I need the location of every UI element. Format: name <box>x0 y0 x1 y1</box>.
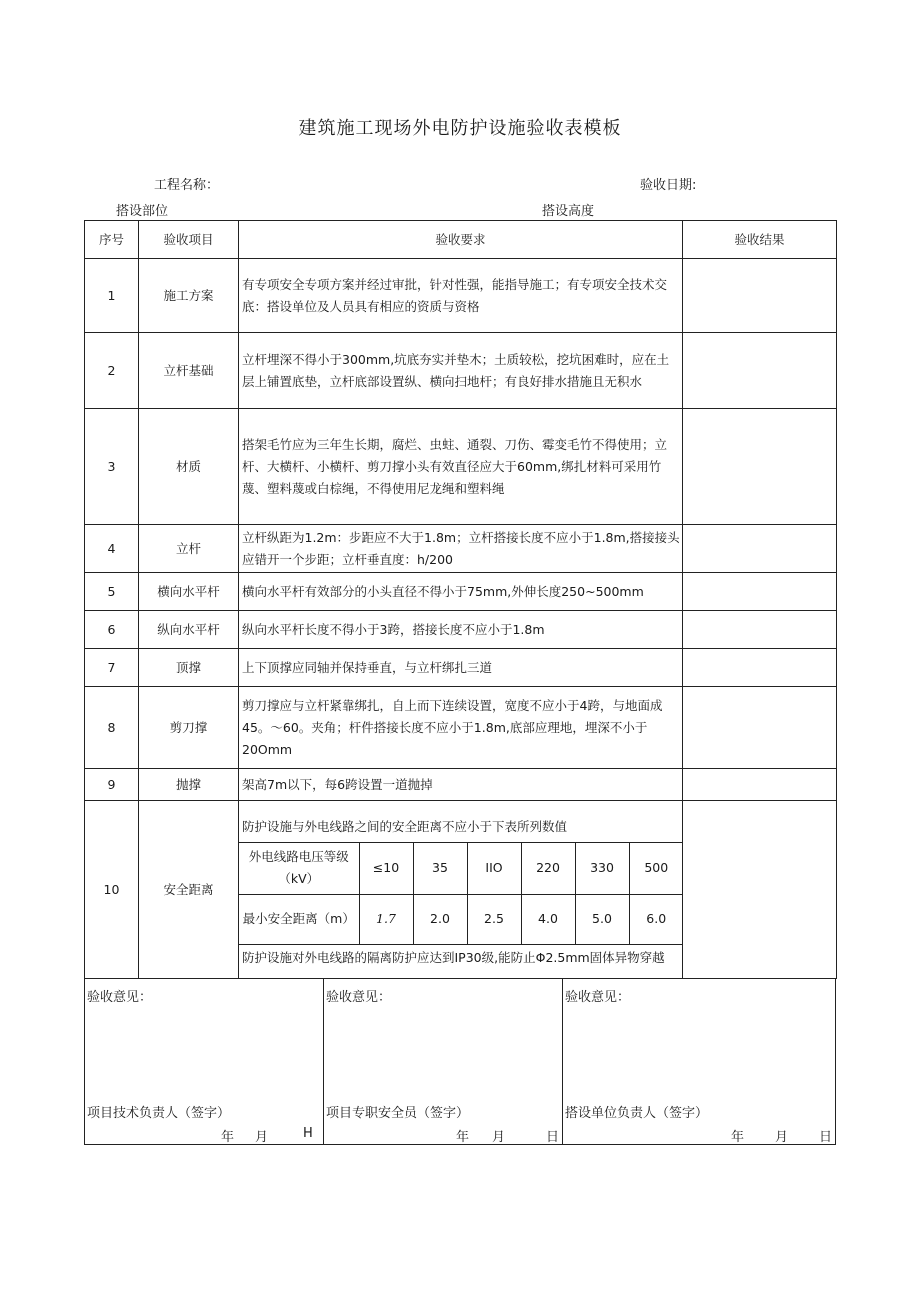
table-row <box>85 769 837 801</box>
date-day: 日 <box>546 1130 560 1145</box>
row-no: 9 <box>85 769 139 801</box>
distance-value: 4.0 <box>521 894 575 944</box>
project-name-label: 工程名称： <box>154 178 220 193</box>
height-label: 搭设高度 <box>542 204 595 219</box>
distance-row <box>239 894 683 944</box>
table-row <box>85 333 837 409</box>
opinion-label: 验收意见： <box>326 990 392 1005</box>
row-item: 立杆 <box>139 525 239 573</box>
row-item: 施工方案 <box>139 259 239 333</box>
table-row <box>85 801 837 979</box>
table-row <box>85 649 837 687</box>
row-requirement: 立杆埋深不得小于300mm,坑底夯实并垫木；土质较松，挖坑困难时，应在土层上铺置底垫，立杆底部设置纵、横向扫地杆；有良好排水措施且无积水 <box>239 333 683 409</box>
row-item: 抛撑 <box>139 769 239 801</box>
row-result[interactable] <box>683 801 837 979</box>
row-requirement: 剪刀撑应与立杆紧靠绑扎，自上而下连续设置，宽度不应小于4跨，与地面成45。～60。夹角；杆件搭接长度不应小于1.8m,底部应理地，埋深不小于20Omm <box>239 687 683 769</box>
table-row <box>85 259 837 333</box>
acceptance-table <box>84 220 837 979</box>
page-title: 建筑施工现场外电防护设施验收表模板 <box>298 118 622 139</box>
voltage-row <box>239 842 683 894</box>
row-no: 2 <box>85 333 139 409</box>
row-result[interactable] <box>683 687 837 769</box>
row-no: 10 <box>85 801 139 979</box>
voltage-value: 35 <box>413 842 467 894</box>
row-requirement: 纵向水平杆长度不得小于3跨，搭接长度不应小于1.8m <box>239 611 683 649</box>
table-header-row <box>85 221 837 259</box>
row-item: 纵向水平杆 <box>139 611 239 649</box>
row-no: 3 <box>85 409 139 525</box>
row-result[interactable] <box>683 769 837 801</box>
row-no: 6 <box>85 611 139 649</box>
row-no: 8 <box>85 687 139 769</box>
distance-value: 5.0 <box>575 894 629 944</box>
row-item: 立杆基础 <box>139 333 239 409</box>
row-result[interactable] <box>683 649 837 687</box>
date-year: 年 <box>731 1130 745 1145</box>
voltage-value: 220 <box>521 842 575 894</box>
voltage-label: 外电线路电压等级（kV） <box>239 842 359 894</box>
row-requirement: 搭架毛竹应为三年生长期，腐烂、虫蛀、通裂、刀伤、霉变毛竹不得使用；立杆、大横杆、小横杆、剪刀撑小头有效直径应大于60mm,绑扎材料可采用竹蔑、塑料蔑或白棕绳，不得使用尼龙绳和塑料绳 <box>239 409 683 525</box>
row-item: 材质 <box>139 409 239 525</box>
safety-distance-table <box>239 842 683 945</box>
date-year: 年 <box>221 1130 235 1145</box>
signer-label: 项目专职安全员（签字） <box>326 1106 470 1121</box>
safety-distance-intro: 防护设施与外电线路之间的安全距离不应小于下表所列数值 <box>242 818 568 834</box>
header-no: 序号 <box>85 221 139 259</box>
distance-value: 6.0 <box>629 894 683 944</box>
distance-value: 2.0 <box>413 894 467 944</box>
distance-value: 1.7 <box>359 894 413 944</box>
distance-label: 最小安全距离（m） <box>239 894 359 944</box>
row-item: 横向水平杆 <box>139 573 239 611</box>
row-item: 安全距离 <box>139 801 239 979</box>
table-row <box>85 409 837 525</box>
date-year: 年 <box>456 1130 470 1145</box>
row-result[interactable] <box>683 573 837 611</box>
opinion-label: 验收意见： <box>565 990 631 1005</box>
safety-distance-cell <box>239 801 683 979</box>
row-requirement: 有专项安全专项方案并经过审批，针对性强，能指导施工；有专项安全技术交底：搭设单位及人员具有相应的资质与资格 <box>239 259 683 333</box>
opinion-label: 验收意见： <box>87 990 153 1005</box>
row-result[interactable] <box>683 611 837 649</box>
header-item: 验收项目 <box>139 221 239 259</box>
safety-distance-note: 防护设施对外电线路的隔离防护应达到IP30级,能防止Φ2.5mm固体异物穿越 <box>242 949 665 965</box>
date-month: 月 <box>255 1130 269 1145</box>
header-result: 验收结果 <box>683 221 837 259</box>
signature-block-tech <box>85 978 324 1144</box>
signature-block-safety <box>324 978 563 1144</box>
voltage-value: 500 <box>629 842 683 894</box>
table-row <box>85 573 837 611</box>
table-row <box>85 525 837 573</box>
distance-value: 2.5 <box>467 894 521 944</box>
signer-label: 搭设单位负责人（签字） <box>565 1106 709 1121</box>
date-month: 月 <box>492 1130 506 1145</box>
row-result[interactable] <box>683 333 837 409</box>
row-requirement: 横向水平杆有效部分的小头直径不得小于75mm,外伸长度250~500mm <box>239 573 683 611</box>
row-result[interactable] <box>683 525 837 573</box>
row-item: 剪刀撑 <box>139 687 239 769</box>
table-row <box>85 611 837 649</box>
row-requirement: 上下顶撑应同轴并保持垂直，与立杆绑扎三道 <box>239 649 683 687</box>
row-result[interactable] <box>683 259 837 333</box>
table-row <box>85 687 837 769</box>
row-result[interactable] <box>683 409 837 525</box>
signature-block-contractor <box>563 978 835 1144</box>
row-item: 顶撑 <box>139 649 239 687</box>
date-day: 日 <box>819 1130 833 1145</box>
signer-label: 项目技术负责人（签字） <box>87 1106 231 1121</box>
voltage-value: IIO <box>467 842 521 894</box>
row-requirement: 架高7m以下，每6跨设置一道抛掉 <box>239 769 683 801</box>
row-no: 1 <box>85 259 139 333</box>
date-day: H <box>303 1126 313 1141</box>
row-requirement: 立杆纵距为1.2m：步距应不大于1.8m；立杆搭接长度不应小于1.8m,搭接接头应错开一个步距；立杆垂直度：h/200 <box>239 525 683 573</box>
header-requirement: 验收要求 <box>239 221 683 259</box>
accept-date-label: 验收日期: <box>640 178 697 193</box>
date-month: 月 <box>775 1130 789 1145</box>
voltage-value: 330 <box>575 842 629 894</box>
row-no: 4 <box>85 525 139 573</box>
row-no: 5 <box>85 573 139 611</box>
signature-section <box>84 978 836 1145</box>
row-no: 7 <box>85 649 139 687</box>
voltage-value: ≤10 <box>359 842 413 894</box>
position-label: 搭设部位 <box>116 204 169 219</box>
